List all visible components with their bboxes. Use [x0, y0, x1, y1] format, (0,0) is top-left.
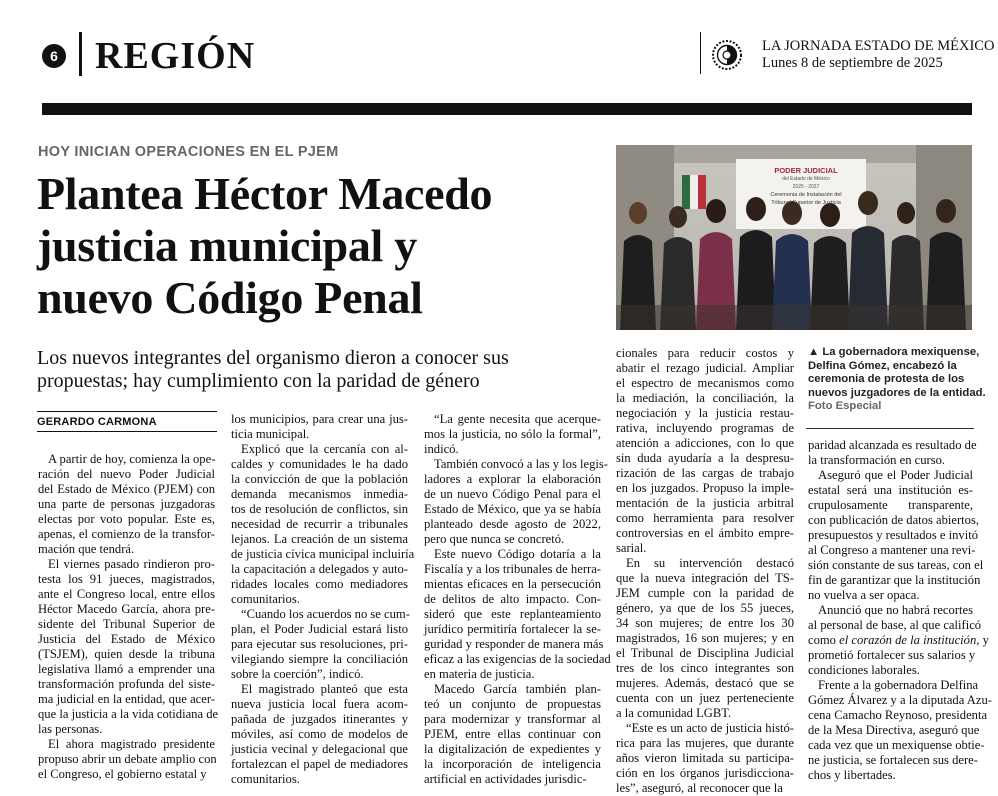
- dek-line: Los nuevos integrantes del organismo dieron a conocer sus: [37, 347, 509, 369]
- body-line: Anunció que no habrá recortes: [818, 603, 973, 617]
- body-line: rica para las mujeres, que durante: [616, 736, 794, 750]
- body-line: indicó.: [424, 442, 459, 456]
- caption-divider: [806, 428, 974, 429]
- body-line: Fiscalía y a los tribunales de herra-: [424, 562, 601, 576]
- body-line: la capacitación a delegados y auto-: [231, 562, 408, 576]
- body-line: al Congreso a mantener una revi-: [808, 543, 976, 557]
- section-title: REGIÓN: [95, 35, 256, 77]
- body-line: años vieron limitada su participa-: [616, 751, 794, 765]
- body-line: transformación profunda del siste-: [38, 677, 215, 691]
- article-photo: [616, 145, 972, 330]
- body-column-5: [808, 438, 992, 783]
- body-line: de delitos de alto impacto. Con-: [424, 592, 601, 606]
- byline: GERARDO CARMONA: [37, 416, 157, 428]
- body-line: Héctor Macedo García, ahora pre-: [38, 602, 215, 616]
- body-line: mos la justicia, no sólo la formal”,: [424, 427, 601, 441]
- banner-subtitle: del Estado de México: [782, 176, 830, 182]
- body-line: necesidad de recurrir a tribunales: [231, 517, 408, 531]
- body-line: la convicción de que la población: [231, 472, 408, 486]
- body-line: vilegiando siempre la conciliación: [231, 652, 408, 666]
- body-line: una parte de personas juzgadoras: [38, 497, 215, 511]
- body-line: prometió fortalecer sus salarios y: [808, 648, 976, 662]
- body-line: propuso abrir un debate amplio con: [38, 752, 217, 766]
- body-line: con publicación de datos abiertos,: [808, 513, 980, 527]
- body-line: en materia de justicia.: [424, 667, 535, 681]
- body-line: “La gente necesita que acerque-: [434, 412, 601, 426]
- caption-arrow-icon: ▲: [808, 346, 823, 358]
- body-line: cena Camacho Reynoso, presidenta: [808, 708, 988, 722]
- body-line: El ahora magistrado presidente: [48, 737, 215, 751]
- body-line: Macedo García también plan-: [434, 682, 601, 696]
- page-number: 6: [42, 44, 66, 68]
- body-line: atención a adicciones, con lo que: [616, 436, 794, 450]
- body-line: “Cuando los acuerdos no se cum-: [241, 607, 410, 621]
- body-line: estatal será una institución es-: [808, 483, 973, 497]
- body-line: El magistrado planteó que esta: [241, 682, 408, 696]
- body-line: sin duda ayudaría a la despresu-: [616, 451, 794, 465]
- body-line: Gómez Álvarez y a la diputada Azu-: [808, 693, 992, 707]
- body-line: rativa, incluyendo programas de: [616, 421, 794, 435]
- body-line: (TSJEM), quien desde la tribuna: [38, 647, 215, 661]
- dek-line: propuestas; hay cumplimiento con la paridad de género: [37, 370, 480, 392]
- body-line: tos de resolución de conflictos, sin: [231, 502, 408, 516]
- body-line: pañada de juzgados itinerantes y: [231, 712, 408, 726]
- headline-line: nuevo Código Penal: [37, 272, 423, 323]
- body-line: género, ya que de los 55 jueces,: [616, 601, 794, 615]
- body-line: apenas, el comienzo de la transfor-: [38, 527, 215, 541]
- body-line: planteado desde agosto de 2022,: [424, 517, 601, 531]
- body-line: crupulosamente transparente,: [808, 498, 973, 512]
- body-line: 34 son mujeres; de entre los 30: [616, 616, 794, 630]
- body-line: testa los 91 jueces, magistrados,: [38, 572, 215, 586]
- publication-date: Lunes 8 de septiembre de 2025: [762, 55, 943, 71]
- body-line: para ejecutar sus resoluciones, pri-: [231, 637, 408, 651]
- body-line: Estado de México, que ya se había: [424, 502, 601, 516]
- body-line: eficaz a las exigencias de la sociedad: [424, 652, 611, 666]
- body-line: presupuestos y resultados e invitó: [808, 528, 978, 542]
- body-line: nueva justicia local fuera acom-: [231, 697, 408, 711]
- body-line: plan, el Poder Judicial estará listo: [231, 622, 408, 636]
- banner-line: Ceremonia de Instalación del: [770, 192, 842, 198]
- body-line: “Este es un acto de justicia histó-: [626, 721, 794, 735]
- body-line: abatir el rezago judicial. Ampliar: [616, 361, 794, 375]
- body-column-3: [424, 412, 611, 787]
- body-line: guridad y responder de manera más: [424, 637, 604, 651]
- header-divider: [79, 32, 82, 76]
- body-line: cionales para reducir costos y: [616, 346, 794, 360]
- headline-line: justicia municipal y: [37, 220, 417, 271]
- body-line: no vuelva a ser opaca.: [808, 588, 920, 602]
- body-line: ticia municipal.: [231, 427, 310, 441]
- byline-rule: [37, 431, 217, 432]
- body-line: pero que nunca se concretó.: [424, 532, 565, 546]
- body-line: Aseguró que el Poder Judicial: [818, 468, 973, 482]
- body-line: ma judicial en la entidad, que acer-: [38, 692, 215, 706]
- body-line: ladores a explorar la elaboración: [424, 472, 601, 486]
- headline-line: Plantea Héctor Macedo: [37, 168, 493, 219]
- masthead-divider: [700, 32, 701, 74]
- body-line: las personas.: [38, 722, 103, 736]
- body-line: la incorporación de inteligencia: [424, 757, 601, 771]
- photo-credit: Foto Especial: [808, 400, 882, 412]
- body-line: El viernes pasado rindieron pro-: [48, 557, 215, 571]
- body-line: ne justicia, se fortalecen sus dere-: [808, 753, 978, 767]
- body-line: Justicia del Estado de México: [38, 632, 215, 646]
- byline-rule: [37, 411, 217, 412]
- body-line: que la nueva integración del TS-: [616, 571, 794, 585]
- body-line: comunitarios.: [231, 592, 300, 606]
- body-line: como el corazón de la institución, y: [808, 633, 989, 647]
- body-line: Explicó que la cercanía con al-: [241, 442, 408, 456]
- body-line: En su intervención destacó: [626, 556, 794, 570]
- la-jornada-logo-icon: [707, 38, 747, 72]
- body-line: sarial.: [616, 541, 647, 555]
- body-line: el Tribunal de Disciplina Judicial: [616, 646, 794, 660]
- body-line: la digitalización de expedientes y: [424, 742, 601, 756]
- body-line: jurídico permitiría fortalecer la se-: [424, 622, 601, 636]
- body-line: mujeres. Además, destacó que se: [616, 676, 794, 690]
- body-line: sión constante de sus tareas, con el: [808, 558, 984, 572]
- banner-title: PODER JUDICIAL: [774, 166, 838, 175]
- body-line: teó un conjunto de propuestas: [424, 697, 601, 711]
- body-line: la mediación, la conciliación, la: [616, 391, 794, 405]
- body-line: mación que tendrá.: [38, 542, 135, 556]
- body-line: sobre la coerción”, indicó.: [231, 667, 364, 681]
- body-line: artificial en actividades jurisdic-: [424, 772, 587, 786]
- article-headline: [37, 168, 607, 324]
- body-column-2: [231, 412, 415, 787]
- body-line: chos y libertades.: [808, 768, 896, 782]
- body-line: electas por voto popular. Este es,: [38, 512, 215, 526]
- body-line: fin de garantizar que la institución: [808, 573, 981, 587]
- caption-line: [808, 346, 980, 360]
- body-line: También convocó a las y los legis-: [434, 457, 608, 471]
- body-line: mentación de la justicia arbitral: [616, 496, 794, 510]
- body-line: como herramienta para resolver: [616, 511, 794, 525]
- body-line: sidente del Tribunal Superior de: [38, 617, 215, 631]
- banner-years: 2025 - 2027: [792, 184, 820, 190]
- body-line: PJEM, entre ellas continuar con: [424, 727, 601, 741]
- body-line: JEM cumple con la paridad de: [616, 586, 794, 600]
- body-line: de un nuevo Código Penal para el: [424, 487, 601, 501]
- body-line: rización de las cargas de trabajo: [616, 466, 794, 480]
- body-line: lejanos. La creación de un sistema: [231, 532, 408, 546]
- caption-line: nuevos juzgadores de la entidad.: [808, 386, 986, 399]
- banner-line: Tribunal Superior de Justicia: [771, 200, 841, 206]
- body-column-1: [38, 452, 219, 782]
- body-line: de justicia cívica municipal incluiría: [231, 547, 415, 561]
- header-bar: [42, 103, 972, 115]
- body-line: ción en los órganos jurisdicciona-: [616, 766, 794, 780]
- body-line: controversias en el ámbito empre-: [616, 526, 794, 540]
- body-line: del Estado de México (PJEM) con: [38, 482, 215, 496]
- body-line: cada vez que un mexiquense obtie-: [808, 738, 985, 752]
- body-line: justicia vecinal y delegacional que: [231, 742, 408, 756]
- body-line: caldes y comunidades le ha dado: [231, 457, 408, 471]
- body-line: ante el Congreso local, entre ellos: [38, 587, 215, 601]
- body-column-4: [616, 346, 794, 796]
- publication-name: LA JORNADA ESTADO DE MÉXICO: [762, 38, 995, 54]
- body-line: Frente a la gobernadora Delfina: [818, 678, 979, 692]
- body-line: A partir de hoy, comienza la ope-: [48, 452, 216, 466]
- caption-line: Delfina Gómez, encabezó la: [808, 359, 957, 372]
- body-line: a la comunidad LGBT.: [616, 706, 732, 720]
- body-line: legislativa llamó a emprender una: [38, 662, 215, 676]
- body-line: el Congreso, el gobierno estatal y: [38, 767, 207, 781]
- body-line: tres de los cinco integrantes son: [616, 661, 794, 675]
- article-dek: [37, 347, 607, 393]
- body-line: ración del nuevo Poder Judicial: [38, 467, 215, 481]
- body-line: paridad alcanzada es resultado de: [808, 438, 977, 452]
- body-line: comunitarios.: [231, 772, 300, 786]
- caption-line: ceremonia de protesta de los: [808, 373, 965, 385]
- body-line: que la justicia a la vida cotidiana de: [38, 707, 219, 721]
- body-line: negociación y la justicia restau-: [616, 406, 794, 420]
- body-line: demanda mecanismos inmedia-: [231, 487, 408, 501]
- body-line: magistrados, 16 son mujeres; y en: [616, 631, 794, 645]
- body-line: ridades locales como mediadores: [231, 577, 408, 591]
- body-line: los municipios, para crear una jus-: [231, 412, 408, 426]
- article-kicker: HOY INICIAN OPERACIONES EN EL PJEM: [38, 144, 339, 160]
- body-line: cuenta con un juez perteneciente: [616, 691, 794, 705]
- body-line: al personal de base, al que calificó: [808, 618, 982, 632]
- body-line: móviles, así como de modelos de: [231, 727, 408, 741]
- body-line: sideró que este replanteamiento: [424, 607, 601, 621]
- body-line: condiciones laborales.: [808, 663, 920, 677]
- body-line: el espectro de mecanismos como: [616, 376, 794, 390]
- body-line: para modernizar y transformar al: [424, 712, 601, 726]
- body-line: la transformación en curso.: [808, 453, 946, 467]
- caption-text: La gobernadora mexiquense,: [822, 346, 980, 358]
- body-line: en los juzgados. Propuso la imple-: [616, 481, 794, 495]
- body-line: les”, aseguró, al reconocer que la: [616, 781, 783, 795]
- photo-caption: [808, 346, 986, 414]
- body-line: fortalezcan el papel de mediadores: [231, 757, 408, 771]
- body-line: Este nuevo Código dotaría a la: [434, 547, 601, 561]
- body-line: de la Mesa Directiva, aseguró que: [808, 723, 980, 737]
- body-line: mientas eficaces en la persecución: [424, 577, 601, 591]
